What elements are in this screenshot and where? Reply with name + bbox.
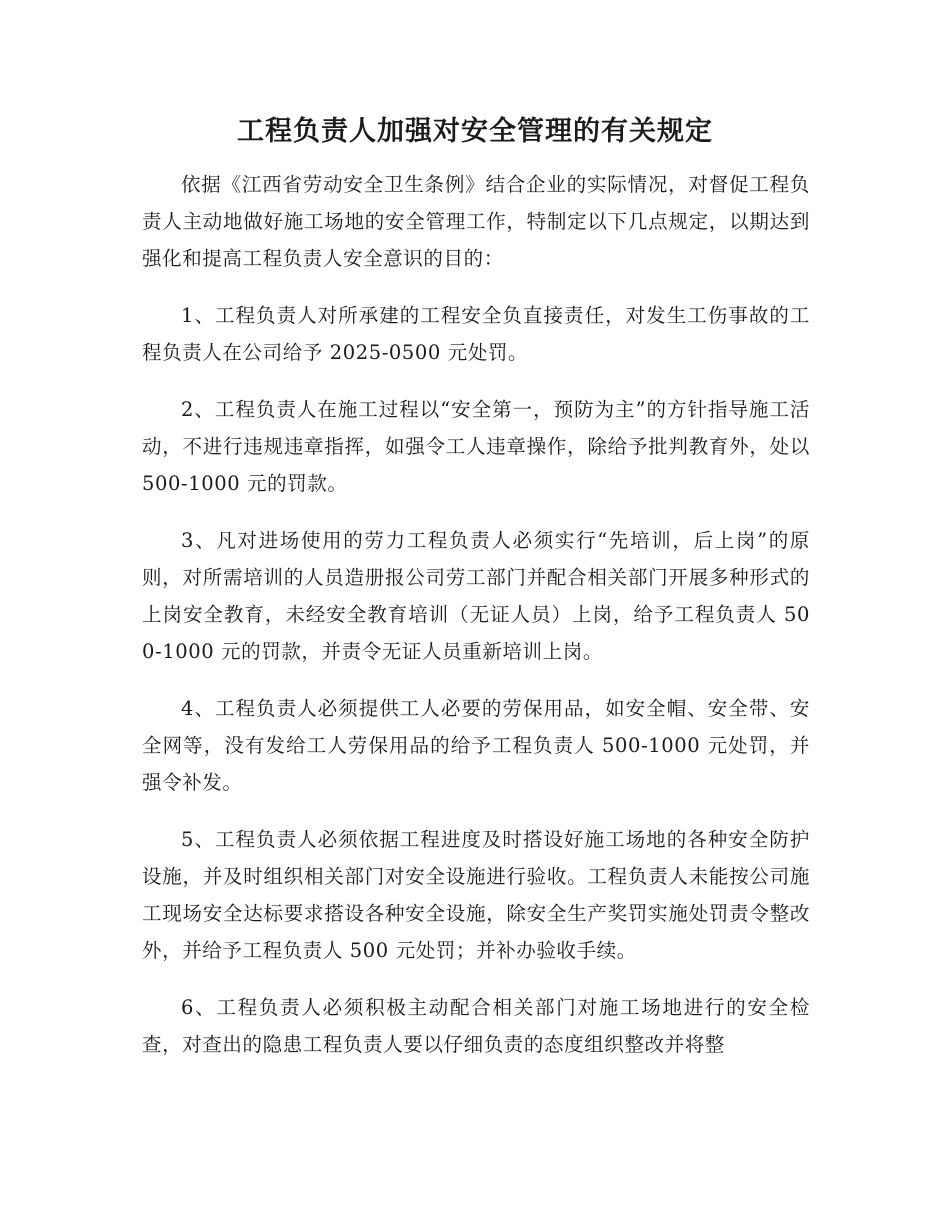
document-title: 工程负责人加强对安全管理的有关规定 [237,116,713,147]
rule-paragraph-3: 3、凡对进场使用的劳力工程负责人必须实行“先培训，后上岗”的原则，对所需培训的人员造册报公司劳工部门并配合相关部门开展多种形式的上岗安全教育，未经安全教育培训（无证人员）上岗，给予工程负责人 500-1000 元的罚款，并责令无证人员重新培训上岗。 [142,529,810,663]
rule-paragraph-6: 6、工程负责人必须积极主动配合相关部门对施工场地进行的安全检查，对查出的隐患工程负责人要以仔细负责的态度组织整改并将整 [142,996,810,1056]
document-body [142,166,810,1083]
intro-paragraph: 依据《江西省劳动安全卫生条例》结合企业的实际情况，对督促工程负责人主动地做好施工场地的安全管理工作，特制定以下几点规定，以期达到强化和提高工程负责人安全意识的目的： [142,173,810,270]
rule-paragraph-4: 4、工程负责人必须提供工人必要的劳保用品，如安全帽、安全带、安全网等，没有发给工人劳保用品的给予工程负责人 500-1000 元处罚，并强令补发。 [142,697,810,794]
rule-paragraph-5: 5、工程负责人必须依据工程进度及时搭设好施工场地的各种安全防护设施，并及时组织相关部门对安全设施进行验收。工程负责人未能按公司施工现场安全达标要求搭设各种安全设施，除安全生产奖罚实施处罚责令整改外，并给予工程负责人 500 元处罚；并补办验收手续。 [142,828,810,962]
rule-paragraph-2: 2、工程负责人在施工过程以“安全第一，预防为主”的方针指导施工活动，不进行违规违章指挥，如强令工人违章操作，除给予批判教育外，处以 500-1000 元的罚款。 [142,398,810,495]
rule-paragraph-1: 1、工程负责人对所承建的工程安全负直接责任，对发生工伤事故的工程负责人在公司给予 2025-0500 元处罚。 [142,304,810,364]
